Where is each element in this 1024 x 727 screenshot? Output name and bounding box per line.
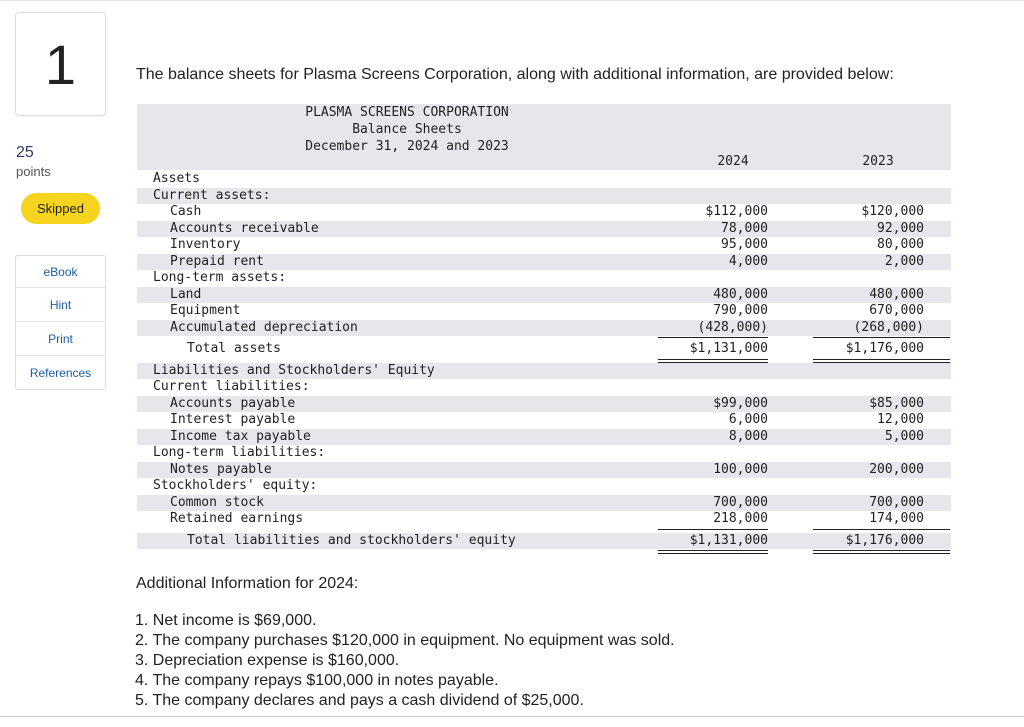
list-item: 4. The company repays $100,000 in notes payable. — [135, 672, 499, 689]
rule-line — [658, 337, 768, 338]
question-number: 1 — [44, 32, 77, 96]
list-item: 5. The company declares and pays a cash dividend of $25,000. — [135, 692, 584, 709]
row-label: Current liabilities: — [153, 379, 310, 394]
question-number-box — [15, 12, 106, 116]
value-2023: 12,000 — [877, 412, 924, 427]
question-intro: The balance sheets for Plasma Screens Corporation, along with additional information, are provided below: — [136, 66, 894, 83]
year-header-2024: 2024 — [717, 154, 749, 169]
list-item: 3. Depreciation expense is $160,000. — [135, 652, 400, 669]
balance-sheet-title-block — [137, 104, 677, 155]
value-2023: 480,000 — [869, 286, 924, 302]
value-2024: 480,000 — [713, 286, 768, 302]
value-2024: 700,000 — [713, 494, 768, 510]
row-label: Accounts receivable — [170, 220, 319, 236]
value-2023: 700,000 — [869, 494, 924, 510]
row-label: Common stock — [170, 494, 264, 510]
value-2024: 6,000 — [728, 412, 768, 427]
balance-sheet-table — [137, 104, 951, 556]
list-item: 2. The company purchases $120,000 in equipment. No equipment was sold. — [135, 632, 675, 649]
table-row — [137, 396, 951, 413]
value-2024: 8,000 — [728, 428, 768, 444]
points-value: 25 — [16, 144, 34, 161]
rule-line — [813, 553, 950, 554]
side-button-group — [15, 255, 106, 390]
table-row — [137, 495, 951, 512]
table-row — [137, 478, 951, 495]
year-header-2023: 2023 — [862, 154, 894, 169]
rule-line — [813, 359, 950, 360]
table-row — [137, 412, 951, 429]
row-label: Long-term assets: — [153, 270, 287, 285]
table-row — [137, 270, 951, 287]
table-row — [137, 462, 951, 479]
table-row — [137, 320, 951, 337]
company-name: PLASMA SCREENS CORPORATION — [305, 105, 509, 120]
top-divider — [0, 0, 1024, 1]
row-label: Assets — [153, 171, 200, 186]
value-2023: $1,176,000 — [845, 532, 924, 548]
table-row — [137, 188, 951, 205]
table-row — [137, 533, 951, 550]
value-2024: 78,000 — [721, 220, 768, 236]
row-label: Equipment — [170, 303, 241, 318]
row-label: Inventory — [170, 237, 241, 252]
rule-line — [813, 529, 950, 530]
value-2024: 218,000 — [713, 511, 768, 526]
row-label: Total liabilities and stockholders' equity — [187, 532, 516, 548]
row-label: Stockholders' equity: — [153, 478, 318, 493]
row-label: Accounts payable — [170, 395, 296, 411]
table-row — [137, 237, 951, 254]
table-row — [137, 445, 951, 462]
value-2024: (428,000) — [697, 319, 768, 335]
row-label: Total assets — [187, 341, 281, 356]
table-row — [137, 221, 951, 238]
rule-line — [658, 550, 768, 551]
table-row — [137, 254, 951, 271]
value-2024: 95,000 — [721, 237, 768, 252]
value-2023: 92,000 — [877, 220, 924, 236]
additional-info-heading: Additional Information for 2024: — [136, 575, 359, 592]
row-label: Long-term liabilities: — [153, 445, 326, 460]
table-row — [137, 204, 951, 221]
table-row — [137, 171, 951, 188]
row-label: Cash — [170, 204, 202, 219]
statement-date: December 31, 2024 and 2023 — [305, 139, 509, 154]
row-label: Land — [170, 286, 202, 302]
rule-line — [658, 359, 768, 360]
status-badge: Skipped — [21, 193, 100, 224]
value-2024: 790,000 — [713, 303, 768, 318]
value-2023: 80,000 — [877, 237, 924, 252]
value-2023: 2,000 — [884, 253, 924, 269]
rule-line — [658, 529, 768, 530]
rule-line — [813, 550, 950, 551]
points-label: points — [16, 164, 51, 179]
row-label: Accumulated depreciation — [170, 319, 358, 335]
row-label: Liabilities and Stockholders' Equity — [153, 362, 435, 378]
value-2023: 200,000 — [869, 461, 924, 477]
table-row — [137, 511, 951, 528]
row-label: Current assets: — [153, 187, 271, 203]
table-row — [137, 303, 951, 320]
table-row — [137, 287, 951, 304]
table-row — [137, 341, 951, 358]
value-2023: 5,000 — [884, 428, 924, 444]
value-2024: $112,000 — [705, 204, 768, 219]
table-row — [137, 429, 951, 446]
additional-info-list — [135, 611, 675, 711]
value-2023: 670,000 — [869, 303, 924, 318]
value-2024: $99,000 — [713, 395, 768, 411]
value-2024: $1,131,000 — [689, 341, 768, 356]
table-row — [137, 379, 951, 396]
value-2023: $120,000 — [861, 204, 924, 219]
value-2023: $85,000 — [869, 395, 924, 411]
hint-button[interactable]: Hint — [16, 288, 105, 322]
print-button[interactable]: Print — [16, 322, 105, 356]
rule-line — [658, 553, 768, 554]
list-item: 1. Net income is $69,000. — [135, 612, 317, 629]
row-label: Notes payable — [170, 461, 272, 477]
value-2023: (268,000) — [853, 319, 924, 335]
value-2023: 174,000 — [869, 511, 924, 526]
row-label: Interest payable — [170, 412, 296, 427]
row-label: Prepaid rent — [170, 253, 264, 269]
statement-title: Balance Sheets — [352, 122, 462, 137]
references-button[interactable]: References — [29, 365, 92, 380]
row-label: Income tax payable — [170, 428, 311, 444]
rule-line — [813, 337, 950, 338]
ebook-button[interactable]: eBook — [16, 256, 105, 288]
value-2023: $1,176,000 — [845, 341, 924, 356]
row-label: Retained earnings — [170, 511, 304, 526]
value-2024: $1,131,000 — [689, 532, 768, 548]
bottom-divider — [0, 716, 1024, 717]
value-2024: 100,000 — [713, 461, 768, 477]
table-row — [137, 363, 951, 380]
value-2024: 4,000 — [728, 253, 768, 269]
